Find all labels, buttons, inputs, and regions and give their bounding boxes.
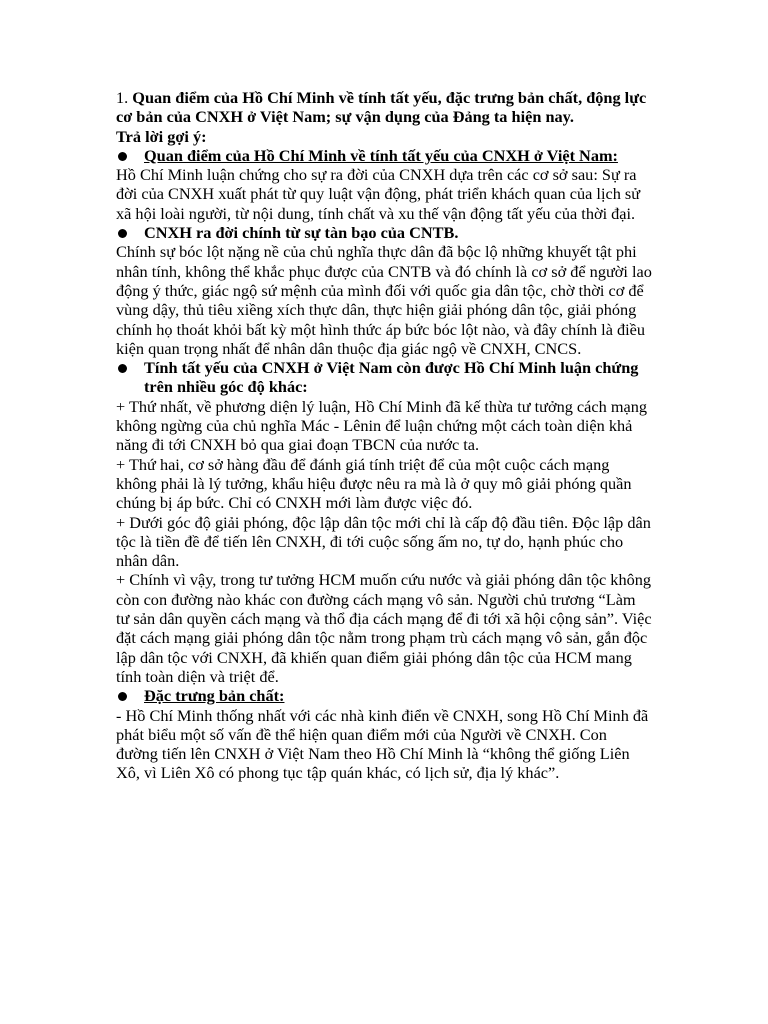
paragraph: + Thứ nhất, về phương diện lý luận, Hồ Chí Minh đã kế thừa tư tưởng cách mạng không ngừng của chủ nghĩa Mác - Lênin để luận chứng một cách toàn diện khả năng đi tới CNXH bỏ qua giai đoạn TBCN của nước ta. — [116, 396, 647, 455]
question-title-paragraph — [116, 88, 652, 127]
bullet-icon — [118, 229, 127, 238]
bullet-icon — [118, 692, 127, 701]
paragraph: + Thứ hai, cơ sở hàng đầu để đánh giá tính triệt để của một cuộc cách mạng không phải là lý tưởng, khẩu hiệu được nêu ra mà là ở quy mô giải phóng quần chúng bị áp bức. Chỉ có CNXH mới làm được việc đó. — [116, 454, 632, 513]
section-heading-text: CNXH ra đời chính từ sự tàn bạo của CNTB. — [144, 223, 459, 243]
answer-label: Trả lời gợi ý: — [116, 126, 207, 146]
section-heading-text: Đặc trưng bản chất: — [144, 686, 285, 706]
section-heading-text: Quan điểm của Hồ Chí Minh về tính tất yếu của CNXH ở Việt Nam: — [144, 145, 618, 165]
document-page — [116, 88, 652, 783]
question-title: Quan điểm của Hồ Chí Minh về tính tất yếu, đặc trưng bản chất, động lực cơ bản của CNXH ở Việt Nam; sự vận dụng của Đảng ta hiện nay. — [116, 88, 647, 127]
paragraph: Chính sự bóc lột nặng nề của chủ nghĩa thực dân đã bộc lộ những khuyết tật phi nhân tính, không thể khắc phục được của CNTB và đó chính là cơ sở để người lao động ý thức, giác ngộ sứ mệnh của mình đối với quốc gia dân tộc, chờ thời cơ để vùng dậy, thủ tiêu xiềng xích thực dân, thực hiện giải phóng dân tộc, giải phóng chính họ thoát khỏi bất kỳ một hình thức áp bức bóc lột nào, và đây chính là điều kiện quan trọng nhất để nhân dân thuộc địa giác ngộ về CNXH, CNCS. — [116, 242, 652, 358]
paragraph: + Dưới góc độ giải phóng, độc lập dân tộc mới chỉ là cấp độ đầu tiên. Độc lập dân tộc là tiền đề để tiến lên CNXH, đi tới cuộc sống ấm no, tự do, hạnh phúc cho nhân dân. — [116, 512, 651, 571]
section-heading-dac-trung — [116, 686, 652, 705]
paragraph: Hồ Chí Minh luận chứng cho sự ra đời của CNXH dựa trên các cơ sở sau: Sự ra đời của CNXH xuất phát từ quy luật vận động, phát triển khách quan của lịch sử xã hội loài người, từ nội dung, tính chất và xu thế vận động tất yếu của thời đại. — [116, 165, 641, 223]
bullet-icon — [118, 364, 127, 373]
paragraph: + Chính vì vậy, trong tư tưởng HCM muốn cứu nước và giải phóng dân tộc không còn con đường nào khác con đường cách mạng vô sản. Người chủ trương “Làm tư sản dân quyền cách mạng và thổ địa cách mạng để đi tới xã hội cộng sản”. Việc đặt cách mạng giải phóng dân tộc nằm trong phạm trù cách mạng vô sản, gắn độc lập dân tộc với CNXH, đã khiến quan điểm giải phóng dân tộc của HCM mang tính toàn diện và triệt để. — [116, 570, 652, 686]
section-heading-cnxh-ra-doi — [116, 223, 652, 242]
section-heading-text: Tính tất yếu của CNXH ở Việt Nam còn được Hồ Chí Minh luận chứng trên nhiều góc độ khác: — [144, 358, 639, 397]
paragraph: - Hồ Chí Minh thống nhất với các nhà kinh điển về CNXH, song Hồ Chí Minh đã phát biểu một số vấn đề thể hiện quan điểm mới của Người về CNXH. Con đường tiến lên CNXH ở Việt Nam theo Hồ Chí Minh là “không thể giống Liên Xô, vì Liên Xô có phong tục tập quán khác, có lịch sử, địa lý khác”. — [116, 705, 649, 783]
section-heading-goc-do-khac — [116, 358, 652, 397]
question-number: 1. — [116, 88, 129, 107]
section-heading-tinh-tat-yeu — [116, 146, 652, 165]
bullet-icon — [118, 152, 127, 161]
